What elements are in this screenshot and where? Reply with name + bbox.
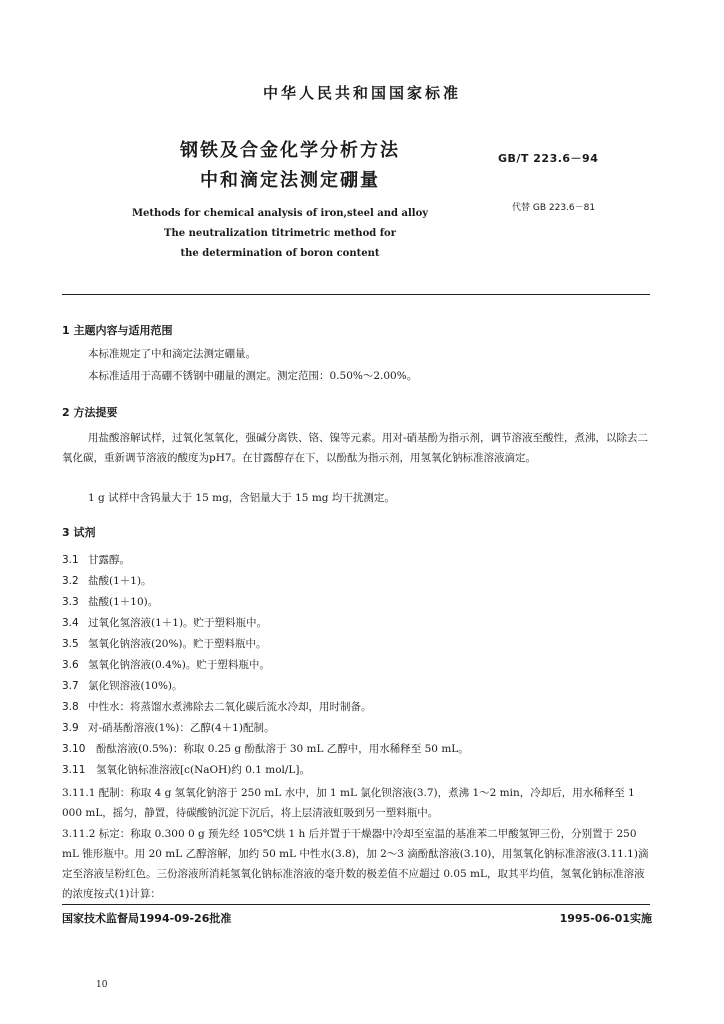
reagent-item — [62, 741, 469, 756]
title-cn-line1: 钢铁及合金化学分析方法 — [180, 140, 400, 161]
reagent-text: 盐酸(1＋10)。 — [88, 596, 159, 608]
header-rule — [62, 294, 650, 295]
reagent-text: 对-硝基酚溶液(1%)：乙醇(4＋1)配制。 — [88, 722, 275, 734]
clause-3-11-2: 3.11.2 标定：称取 0.300 0 g 预先经 105℃烘 1 h 后并置于干燥器中冷却至室温的基准苯二甲酸氢钾三份，分别置于 250 mL 锥形瓶中。用 20 mL 乙醇溶解，加约 50 mL 中性水(3.8)，加 2～3 滴酚酞溶液(3.10)，用氢氧化钠标准溶液(3.11.1)滴定至溶液呈粉红色。三份溶液所消耗氢氧化钠标准溶液的毫升数的极差值不应超过 0.05 mL，取其平均值，氢氧化钠标准溶液的浓度按式(1)计算： — [62, 828, 649, 900]
section-1-heading: 1 主题内容与适用范围 — [62, 324, 173, 337]
reagent-item — [62, 720, 274, 735]
replaces-note: 代替 GB 223.6－81 — [512, 203, 596, 213]
title-en-line3: the determination of boron content — [180, 248, 380, 259]
standard-number: GB/T 223.6－94 — [498, 152, 599, 165]
title-en-line1: Methods for chemical analysis of iron,steel and alloy — [131, 208, 429, 219]
footer-rule — [62, 904, 650, 905]
reagent-number: 3.7 — [62, 680, 79, 692]
effective-date: 1995-06-01实施 — [559, 912, 652, 925]
reagent-text: 中性水：将蒸馏水煮沸除去二氧化碳后流水冷却，用时制备。 — [88, 701, 372, 713]
reagent-item — [62, 762, 310, 777]
section-2-paragraph-1: 用盐酸溶解试样，过氧化氢氧化，强碱分离铁、铬、镍等元素。用对-硝基酚为指示剂，调节溶液至酸性，煮沸，以除去二氧化碳，重新调节溶液的酸度为pH7。在甘露醇存在下，以酚酞为指示剂，用氢氧化钠标准溶液滴定。 — [62, 432, 649, 464]
reagent-number: 3.10 — [62, 743, 86, 755]
issuing-organization: 中华人民共和国国家标准 — [262, 84, 461, 102]
page-number: 10 — [96, 980, 108, 990]
reagent-item — [62, 636, 267, 651]
reagent-item — [62, 594, 158, 609]
section-2-heading: 2 方法提要 — [62, 406, 118, 419]
reagent-text: 盐酸(1＋1)。 — [88, 575, 152, 587]
title-cn-line2: 中和滴定法测定硼量 — [200, 170, 380, 191]
reagent-item — [62, 678, 183, 693]
reagent-number: 3.8 — [62, 701, 79, 713]
clause-3-11-1: 3.11.1 配制：称取 4 g 氢氧化钠溶于 250 mL 水中，加 1 mL 氯化钡溶液(3.7)，煮沸 1～2 min，冷却后，用水稀释至 1 000 mL，摇匀，静置，待碳酸钠沉淀下沉后，将上层清液虹吸到另一塑料瓶中。 — [62, 787, 635, 819]
reagent-text: 氢氧化钠溶液(20%)。贮于塑料瓶中。 — [88, 638, 267, 650]
reagent-text: 氢氧化钠标准溶液[c(NaOH)约 0.1 mol/L]。 — [96, 764, 310, 776]
reagent-number: 3.6 — [62, 659, 79, 671]
reagent-text: 氯化钡溶液(10%)。 — [88, 680, 183, 692]
reagent-item — [62, 573, 152, 588]
reagent-number: 3.4 — [62, 617, 79, 629]
reagent-number: 3.5 — [62, 638, 79, 650]
reagent-item — [62, 552, 130, 567]
section-1-paragraph-2: 本标准适用于高硼不锈钢中硼量的测定。测定范围：0.50%～2.00%。 — [88, 370, 418, 382]
reagent-item — [62, 699, 372, 714]
approval-date: 国家技术监督局1994-09-26批准 — [62, 912, 232, 925]
reagent-number: 3.11 — [62, 764, 86, 776]
section-1-paragraph-1: 本标准规定了中和滴定法测定硼量。 — [88, 348, 256, 360]
reagent-text: 过氧化氢溶液(1＋1)。贮于塑料瓶中。 — [88, 617, 268, 629]
reagent-number: 3.2 — [62, 575, 79, 587]
reagent-number: 3.3 — [62, 596, 79, 608]
section-3-heading: 3 试剂 — [62, 526, 96, 539]
reagent-text: 酚酞溶液(0.5%)：称取 0.25 g 酚酞溶于 30 mL 乙醇中，用水稀释至 50 mL。 — [96, 743, 469, 755]
reagent-item — [62, 615, 267, 630]
title-en-line2: The neutralization titrimetric method for — [164, 228, 396, 239]
section-2-paragraph-2: 1 g 试样中含钨量大于 15 mg，含铝量大于 15 mg 均干扰测定。 — [88, 492, 395, 504]
reagent-text: 甘露醇。 — [88, 554, 130, 566]
reagent-text: 氢氧化钠溶液(0.4%)。贮于塑料瓶中。 — [88, 659, 270, 671]
reagent-item — [62, 657, 270, 672]
reagent-number: 3.9 — [62, 722, 79, 734]
reagent-number: 3.1 — [62, 554, 79, 566]
